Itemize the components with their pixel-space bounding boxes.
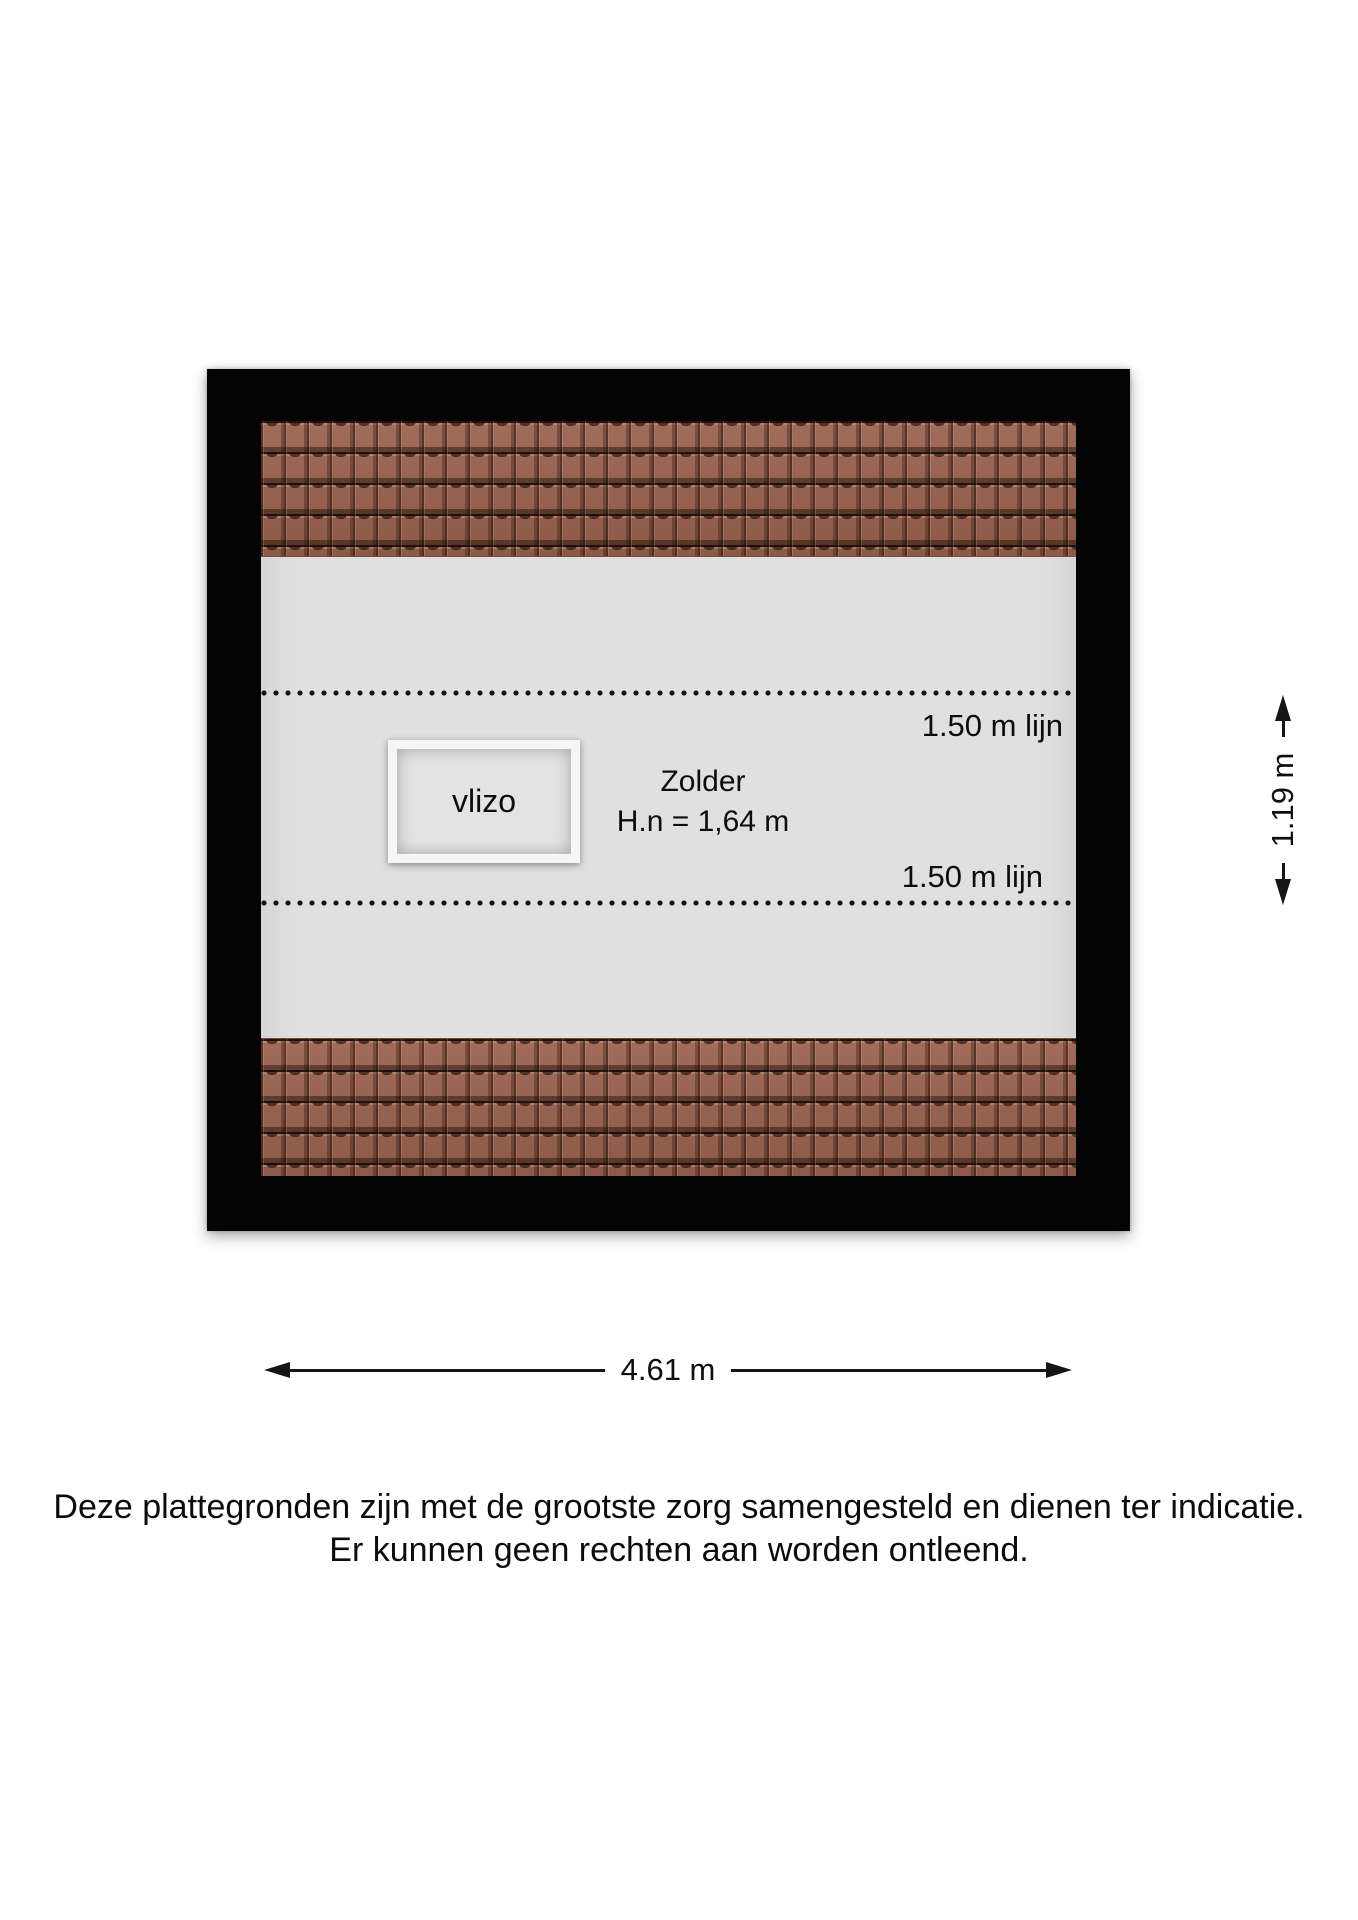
roof-tiles-top — [261, 421, 1076, 557]
height-line-label-top: 1.50 m lijn — [921, 708, 1063, 743]
disclaimer-line-2: Er kunnen geen rechten aan worden ontleend. — [329, 1531, 1029, 1569]
arrow-left-icon — [264, 1362, 290, 1378]
room-name: Zolder — [660, 765, 746, 798]
height-dimension — [1263, 695, 1303, 905]
arrow-down-icon — [1275, 879, 1291, 905]
height-dimension-value: 1.19 m — [1265, 752, 1300, 848]
arrow-right-icon — [1046, 1362, 1072, 1378]
disclaimer-text — [0, 1486, 1358, 1572]
dimension-line-segment — [290, 1369, 605, 1372]
height-line-150-bottom — [261, 900, 1076, 906]
vlizo-hatch — [388, 740, 580, 863]
dimension-line-segment — [731, 1369, 1046, 1372]
vlizo-label: vlizo — [451, 783, 516, 819]
width-dimension-value: 4.61 m — [620, 1352, 716, 1387]
floorplan-frame — [207, 369, 1130, 1231]
width-dimension — [264, 1350, 1072, 1390]
room-height-value: H.n = 1,64 m — [616, 805, 790, 838]
height-line-150-top — [261, 690, 1076, 696]
roof-tiles-bottom — [261, 1038, 1076, 1176]
disclaimer-line-1: Deze plattegronden zijn met de grootste zorg samengesteld en dienen ter indicatie. — [53, 1488, 1305, 1526]
height-line-label-bottom: 1.50 m lijn — [901, 859, 1043, 894]
attic-interior — [261, 421, 1076, 1176]
dimension-line-segment — [1282, 721, 1285, 737]
dimension-line-segment — [1282, 863, 1285, 879]
room-label-block — [617, 762, 790, 842]
arrow-up-icon — [1275, 695, 1291, 721]
